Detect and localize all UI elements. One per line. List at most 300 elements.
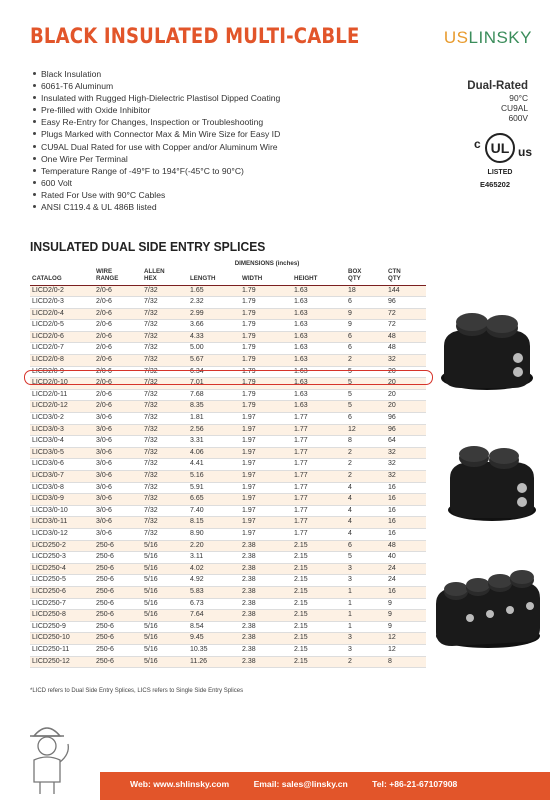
cell-length: 7.40 — [188, 505, 240, 517]
page-title: BLACK INSULATED MULTI-CABLE — [30, 24, 360, 48]
cell-wire-range: 250-6 — [94, 633, 142, 645]
cell-length: 8.35 — [188, 401, 240, 413]
cell-allen-hex: 7/32 — [142, 459, 188, 471]
cell-catalog: LICD2/0-12 — [30, 401, 94, 413]
cell-wire-range: 250-6 — [94, 656, 142, 668]
cell-width: 1.79 — [240, 355, 292, 367]
cell-length: 7.68 — [188, 389, 240, 401]
cell-height: 1.63 — [292, 320, 346, 332]
cell-catalog: LICD250-6 — [30, 586, 94, 598]
cell-box-qty: 3 — [346, 644, 386, 656]
cell-allen-hex: 7/32 — [142, 494, 188, 506]
cell-catalog: LICD2/0-6 — [30, 331, 94, 343]
cell-allen-hex: 7/32 — [142, 482, 188, 494]
cell-ctn-qty: 72 — [386, 320, 426, 332]
cell-allen-hex: 5/16 — [142, 563, 188, 575]
table-row — [30, 656, 426, 668]
feature-item: Temperature Range of -49°F to 194°F(-45°C to 90°C) — [41, 165, 280, 177]
cell-width: 1.97 — [240, 482, 292, 494]
cell-wire-range: 3/0-6 — [94, 494, 142, 506]
cell-ctn-qty: 9 — [386, 610, 426, 622]
cell-wire-range: 250-6 — [94, 552, 142, 564]
cell-box-qty: 4 — [346, 528, 386, 540]
cell-length: 4.06 — [188, 447, 240, 459]
cell-wire-range: 2/0-6 — [94, 366, 142, 378]
cell-allen-hex: 5/16 — [142, 633, 188, 645]
cell-ctn-qty: 96 — [386, 297, 426, 309]
cell-ctn-qty: 20 — [386, 378, 426, 390]
cell-width: 2.38 — [240, 586, 292, 598]
cell-width: 2.38 — [240, 656, 292, 668]
cell-height: 1.77 — [292, 482, 346, 494]
cell-catalog: LICD250-12 — [30, 656, 94, 668]
footer-contact — [130, 779, 479, 789]
cell-catalog: LICD3/0-8 — [30, 482, 94, 494]
cell-height: 2.15 — [292, 552, 346, 564]
table-row — [30, 343, 426, 355]
cell-catalog: LICD3/0-12 — [30, 528, 94, 540]
cell-allen-hex: 7/32 — [142, 413, 188, 425]
cell-height: 2.15 — [292, 610, 346, 622]
cell-allen-hex: 7/32 — [142, 285, 188, 297]
cell-length: 7.01 — [188, 378, 240, 390]
cell-box-qty: 12 — [346, 424, 386, 436]
cell-width: 1.97 — [240, 424, 292, 436]
feature-item: Black Insulation — [41, 68, 280, 80]
cell-height: 1.77 — [292, 494, 346, 506]
cell-ctn-qty: 24 — [386, 575, 426, 587]
cell-length: 5.00 — [188, 343, 240, 355]
table-row — [30, 459, 426, 471]
cell-length: 2.32 — [188, 297, 240, 309]
cell-catalog: LICD3/0-10 — [30, 505, 94, 517]
cell-ctn-qty: 16 — [386, 517, 426, 529]
cell-allen-hex: 5/16 — [142, 621, 188, 633]
cell-width: 1.97 — [240, 517, 292, 529]
cell-wire-range: 2/0-6 — [94, 389, 142, 401]
table-row — [30, 494, 426, 506]
cell-wire-range: 2/0-6 — [94, 285, 142, 297]
col-height: HEIGHT — [292, 268, 346, 286]
cell-allen-hex: 5/16 — [142, 540, 188, 552]
cell-ctn-qty: 40 — [386, 552, 426, 564]
cell-catalog: LICD3/0-11 — [30, 517, 94, 529]
cell-width: 2.38 — [240, 633, 292, 645]
table-row — [30, 586, 426, 598]
table-row — [30, 610, 426, 622]
cell-height: 1.77 — [292, 517, 346, 529]
col-wire-range: WIRE RANGE — [94, 268, 142, 286]
cell-catalog: LICD2/0-4 — [30, 308, 94, 320]
cell-length: 6.65 — [188, 494, 240, 506]
cell-height: 1.77 — [292, 447, 346, 459]
cell-catalog: LICD2/0-2 — [30, 285, 94, 297]
cell-height: 2.15 — [292, 586, 346, 598]
cell-ctn-qty: 20 — [386, 389, 426, 401]
rating-temp: 90°C — [509, 93, 528, 103]
cell-box-qty: 6 — [346, 413, 386, 425]
table-row — [30, 447, 426, 459]
cell-width: 1.79 — [240, 366, 292, 378]
feature-item: Insulated with Rugged High-Dielectric Plastisol Dipped Coating — [41, 93, 281, 104]
cell-width: 2.38 — [240, 598, 292, 610]
cell-length: 8.90 — [188, 528, 240, 540]
cell-ctn-qty: 16 — [386, 482, 426, 494]
feature-item: Plugs Marked with Connector Max & Min Wire Size for Easy ID — [41, 129, 281, 140]
rating-block — [467, 80, 528, 123]
cell-box-qty: 2 — [346, 447, 386, 459]
cell-allen-hex: 7/32 — [142, 401, 188, 413]
cell-length: 7.64 — [188, 610, 240, 622]
cell-catalog: LICD2/0-8 — [30, 355, 94, 367]
cell-length: 3.66 — [188, 320, 240, 332]
table-row — [30, 563, 426, 575]
table-row — [30, 401, 426, 413]
cell-box-qty: 3 — [346, 633, 386, 645]
cell-length: 4.33 — [188, 331, 240, 343]
highlight-outline — [24, 370, 433, 385]
cell-height: 1.77 — [292, 459, 346, 471]
cell-box-qty: 6 — [346, 297, 386, 309]
rating-head: Dual-Rated — [467, 80, 528, 92]
cell-ctn-qty: 144 — [386, 285, 426, 297]
cell-allen-hex: 7/32 — [142, 320, 188, 332]
cell-length: 4.92 — [188, 575, 240, 587]
splice-table — [30, 260, 426, 668]
cell-box-qty: 6 — [346, 343, 386, 355]
cell-ctn-qty: 96 — [386, 424, 426, 436]
cell-ctn-qty: 16 — [386, 505, 426, 517]
section-title: INSULATED DUAL SIDE ENTRY SPLICES — [30, 239, 266, 254]
cell-ctn-qty: 72 — [386, 308, 426, 320]
cell-length: 2.20 — [188, 540, 240, 552]
col-length: LENGTH — [188, 268, 240, 286]
cell-allen-hex: 5/16 — [142, 575, 188, 587]
cell-allen-hex: 7/32 — [142, 366, 188, 378]
cell-allen-hex: 7/32 — [142, 447, 188, 459]
cell-ctn-qty: 9 — [386, 598, 426, 610]
cell-catalog: LICD3/0-4 — [30, 436, 94, 448]
cell-box-qty: 3 — [346, 563, 386, 575]
footer-web-link[interactable]: Web: www.shlinsky.com — [130, 779, 230, 789]
cell-allen-hex: 7/32 — [142, 528, 188, 540]
cell-allen-hex: 5/16 — [142, 610, 188, 622]
footnote: *LICD refers to Dual Side Entry Splices, LICS refers to Single Side Entry Splices — [30, 688, 244, 694]
svg-text:UL: UL — [490, 140, 510, 156]
cell-catalog: LICD250-2 — [30, 540, 94, 552]
footer-phone: Tel: +86-21-67107908 — [372, 779, 458, 789]
table-row — [30, 621, 426, 633]
col-box-qty: BOX QTY — [346, 268, 386, 286]
cell-height: 1.63 — [292, 378, 346, 390]
table-row — [30, 540, 426, 552]
table-row — [30, 355, 426, 367]
cell-allen-hex: 5/16 — [142, 586, 188, 598]
cell-wire-range: 3/0-6 — [94, 505, 142, 517]
feature-item: ANSI C119.4 & UL 486B listed — [41, 201, 280, 213]
cell-width: 1.79 — [240, 401, 292, 413]
cell-width: 2.38 — [240, 540, 292, 552]
cell-allen-hex: 7/32 — [142, 424, 188, 436]
cell-wire-range: 250-6 — [94, 610, 142, 622]
rating-volt: 600V — [508, 113, 528, 123]
cell-height: 2.15 — [292, 621, 346, 633]
cell-height: 2.15 — [292, 575, 346, 587]
cell-wire-range: 2/0-6 — [94, 355, 142, 367]
cell-box-qty: 6 — [346, 540, 386, 552]
cell-box-qty: 2 — [346, 355, 386, 367]
cell-wire-range: 3/0-6 — [94, 482, 142, 494]
cell-length: 1.81 — [188, 413, 240, 425]
cell-allen-hex: 7/32 — [142, 436, 188, 448]
cell-height: 1.77 — [292, 471, 346, 483]
cell-box-qty: 18 — [346, 285, 386, 297]
feature-list — [30, 68, 280, 213]
rating-material: CU9AL — [501, 103, 528, 113]
cell-catalog: LICD250-9 — [30, 621, 94, 633]
cell-box-qty: 2 — [346, 471, 386, 483]
cell-box-qty: 4 — [346, 505, 386, 517]
cell-ctn-qty: 24 — [386, 563, 426, 575]
cell-length: 5.83 — [188, 586, 240, 598]
cell-ctn-qty: 48 — [386, 540, 426, 552]
cell-width: 1.97 — [240, 528, 292, 540]
cell-wire-range: 250-6 — [94, 575, 142, 587]
cell-height: 1.63 — [292, 297, 346, 309]
cell-length: 2.99 — [188, 308, 240, 320]
cell-box-qty: 6 — [346, 331, 386, 343]
cell-ctn-qty: 16 — [386, 528, 426, 540]
col-ctn-qty: CTN QTY — [386, 268, 426, 286]
cell-box-qty: 5 — [346, 552, 386, 564]
cell-allen-hex: 7/32 — [142, 471, 188, 483]
cell-height: 1.63 — [292, 343, 346, 355]
cell-length: 3.31 — [188, 436, 240, 448]
cell-height: 1.63 — [292, 366, 346, 378]
splice-2-port-image — [432, 306, 542, 396]
table-row — [30, 471, 426, 483]
cell-ctn-qty: 16 — [386, 494, 426, 506]
cell-box-qty: 2 — [346, 656, 386, 668]
cell-ctn-qty: 32 — [386, 355, 426, 367]
cell-width: 2.38 — [240, 552, 292, 564]
cell-box-qty: 9 — [346, 320, 386, 332]
table-row — [30, 552, 426, 564]
cell-catalog: LICD250-8 — [30, 610, 94, 622]
cell-box-qty: 4 — [346, 517, 386, 529]
cell-allen-hex: 5/16 — [142, 656, 188, 668]
cell-width: 2.38 — [240, 563, 292, 575]
cell-box-qty: 2 — [346, 459, 386, 471]
table-row — [30, 505, 426, 517]
cell-width: 1.97 — [240, 505, 292, 517]
cell-box-qty: 4 — [346, 482, 386, 494]
cell-catalog: LICD2/0-11 — [30, 389, 94, 401]
cell-wire-range: 3/0-6 — [94, 424, 142, 436]
col-catalog: CATALOG — [30, 268, 94, 286]
cell-width: 1.97 — [240, 471, 292, 483]
cell-height: 2.15 — [292, 598, 346, 610]
cell-ctn-qty: 48 — [386, 343, 426, 355]
splice-2-port-alt-image — [440, 440, 544, 526]
cell-height: 1.63 — [292, 331, 346, 343]
cell-wire-range: 2/0-6 — [94, 343, 142, 355]
cell-height: 1.63 — [292, 401, 346, 413]
cell-catalog: LICD2/0-10 — [30, 378, 94, 390]
cell-wire-range: 2/0-6 — [94, 308, 142, 320]
cell-allen-hex: 7/32 — [142, 331, 188, 343]
cell-length: 5.67 — [188, 355, 240, 367]
cell-width: 1.79 — [240, 308, 292, 320]
cell-allen-hex: 5/16 — [142, 552, 188, 564]
table-row — [30, 598, 426, 610]
table-row — [30, 308, 426, 320]
feature-item: One Wire Per Terminal — [41, 153, 280, 165]
cell-width: 1.97 — [240, 494, 292, 506]
cell-height: 1.63 — [292, 285, 346, 297]
cell-length: 3.11 — [188, 552, 240, 564]
cell-allen-hex: 7/32 — [142, 343, 188, 355]
footer-email-link[interactable]: Email: sales@linsky.cn — [253, 779, 348, 789]
cell-width: 1.79 — [240, 331, 292, 343]
cell-width: 2.38 — [240, 644, 292, 656]
cell-wire-range: 3/0-6 — [94, 528, 142, 540]
cell-wire-range: 3/0-6 — [94, 413, 142, 425]
cell-wire-range: 250-6 — [94, 540, 142, 552]
cell-catalog: LICD250-3 — [30, 552, 94, 564]
cell-box-qty: 1 — [346, 621, 386, 633]
cell-width: 1.79 — [240, 285, 292, 297]
cell-height: 2.15 — [292, 563, 346, 575]
cell-height: 1.77 — [292, 505, 346, 517]
cell-length: 9.45 — [188, 633, 240, 645]
cell-box-qty: 1 — [346, 586, 386, 598]
cell-wire-range: 250-6 — [94, 586, 142, 598]
cell-wire-range: 250-6 — [94, 644, 142, 656]
cell-ctn-qty: 96 — [386, 413, 426, 425]
cell-catalog: LICD3/0-9 — [30, 494, 94, 506]
table-row — [30, 436, 426, 448]
cell-wire-range: 250-6 — [94, 563, 142, 575]
table-row — [30, 482, 426, 494]
cell-width: 1.79 — [240, 320, 292, 332]
table-row — [30, 528, 426, 540]
cell-height: 1.77 — [292, 528, 346, 540]
cell-allen-hex: 7/32 — [142, 297, 188, 309]
cell-height: 1.77 — [292, 413, 346, 425]
cell-length: 10.35 — [188, 644, 240, 656]
cell-catalog: LICD250-10 — [30, 633, 94, 645]
cell-catalog: LICD2/0-3 — [30, 297, 94, 309]
cell-allen-hex: 7/32 — [142, 378, 188, 390]
cell-catalog: LICD2/0-5 — [30, 320, 94, 332]
cell-width: 1.79 — [240, 389, 292, 401]
cell-box-qty: 1 — [346, 610, 386, 622]
cell-ctn-qty: 8 — [386, 656, 426, 668]
cell-wire-range: 2/0-6 — [94, 378, 142, 390]
brand-logo — [444, 28, 532, 48]
cell-wire-range: 2/0-6 — [94, 401, 142, 413]
table-row — [30, 575, 426, 587]
cell-allen-hex: 7/32 — [142, 389, 188, 401]
cell-width: 1.79 — [240, 378, 292, 390]
svg-text:us: us — [518, 145, 533, 159]
cell-wire-range: 3/0-6 — [94, 459, 142, 471]
logo-us: US — [443, 28, 469, 47]
cell-wire-range: 3/0-6 — [94, 517, 142, 529]
cell-box-qty: 5 — [346, 378, 386, 390]
table-row — [30, 331, 426, 343]
cell-height: 1.77 — [292, 424, 346, 436]
ul-file-number: E465202 — [480, 180, 511, 189]
cell-allen-hex: 5/16 — [142, 598, 188, 610]
cell-length: 4.41 — [188, 459, 240, 471]
cell-allen-hex: 5/16 — [142, 644, 188, 656]
cell-length: 8.15 — [188, 517, 240, 529]
cell-wire-range: 3/0-6 — [94, 447, 142, 459]
col-width: WIDTH — [240, 268, 292, 286]
table-row — [30, 517, 426, 529]
cell-wire-range: 3/0-6 — [94, 436, 142, 448]
svg-text:c: c — [474, 137, 481, 151]
cell-width: 2.38 — [240, 621, 292, 633]
cell-wire-range: 2/0-6 — [94, 331, 142, 343]
logo-linsky: LINSKY — [468, 28, 532, 47]
cell-box-qty: 5 — [346, 401, 386, 413]
feature-item: Pre-filled with Oxide Inhibitor — [41, 104, 280, 116]
cell-length: 2.56 — [188, 424, 240, 436]
cell-ctn-qty: 9 — [386, 621, 426, 633]
cell-catalog: LICD3/0-7 — [30, 471, 94, 483]
cell-catalog: LICD2/0-9 — [30, 366, 94, 378]
cell-box-qty: 1 — [346, 598, 386, 610]
cell-width: 1.79 — [240, 297, 292, 309]
cell-length: 6.34 — [188, 366, 240, 378]
cell-height: 1.63 — [292, 389, 346, 401]
cell-ctn-qty: 32 — [386, 459, 426, 471]
cell-length: 8.54 — [188, 621, 240, 633]
table-row — [30, 644, 426, 656]
cell-catalog: LICD2/0-7 — [30, 343, 94, 355]
cell-width: 2.38 — [240, 575, 292, 587]
ul-listed-mark-icon — [470, 126, 533, 182]
table-row — [30, 413, 426, 425]
cell-box-qty: 5 — [346, 366, 386, 378]
cell-height: 2.15 — [292, 633, 346, 645]
cell-width: 1.97 — [240, 447, 292, 459]
cell-wire-range: 2/0-6 — [94, 320, 142, 332]
table-row — [30, 297, 426, 309]
cell-length: 1.65 — [188, 285, 240, 297]
cell-width: 1.79 — [240, 343, 292, 355]
dimensions-header: DIMENSIONS (inches) — [234, 260, 300, 267]
listed-label: LISTED — [487, 169, 513, 176]
cell-wire-range: 250-6 — [94, 621, 142, 633]
feature-item: Rated For Use with 90°C Cables — [41, 189, 280, 201]
cell-height: 1.77 — [292, 436, 346, 448]
cell-allen-hex: 7/32 — [142, 355, 188, 367]
cell-box-qty: 8 — [346, 436, 386, 448]
table-row — [30, 633, 426, 645]
cell-width: 1.97 — [240, 413, 292, 425]
cell-allen-hex: 7/32 — [142, 505, 188, 517]
cell-catalog: LICD250-11 — [30, 644, 94, 656]
cell-box-qty: 9 — [346, 308, 386, 320]
cell-catalog: LICD3/0-3 — [30, 424, 94, 436]
cell-ctn-qty: 32 — [386, 447, 426, 459]
cell-wire-range: 250-6 — [94, 598, 142, 610]
cell-allen-hex: 7/32 — [142, 517, 188, 529]
